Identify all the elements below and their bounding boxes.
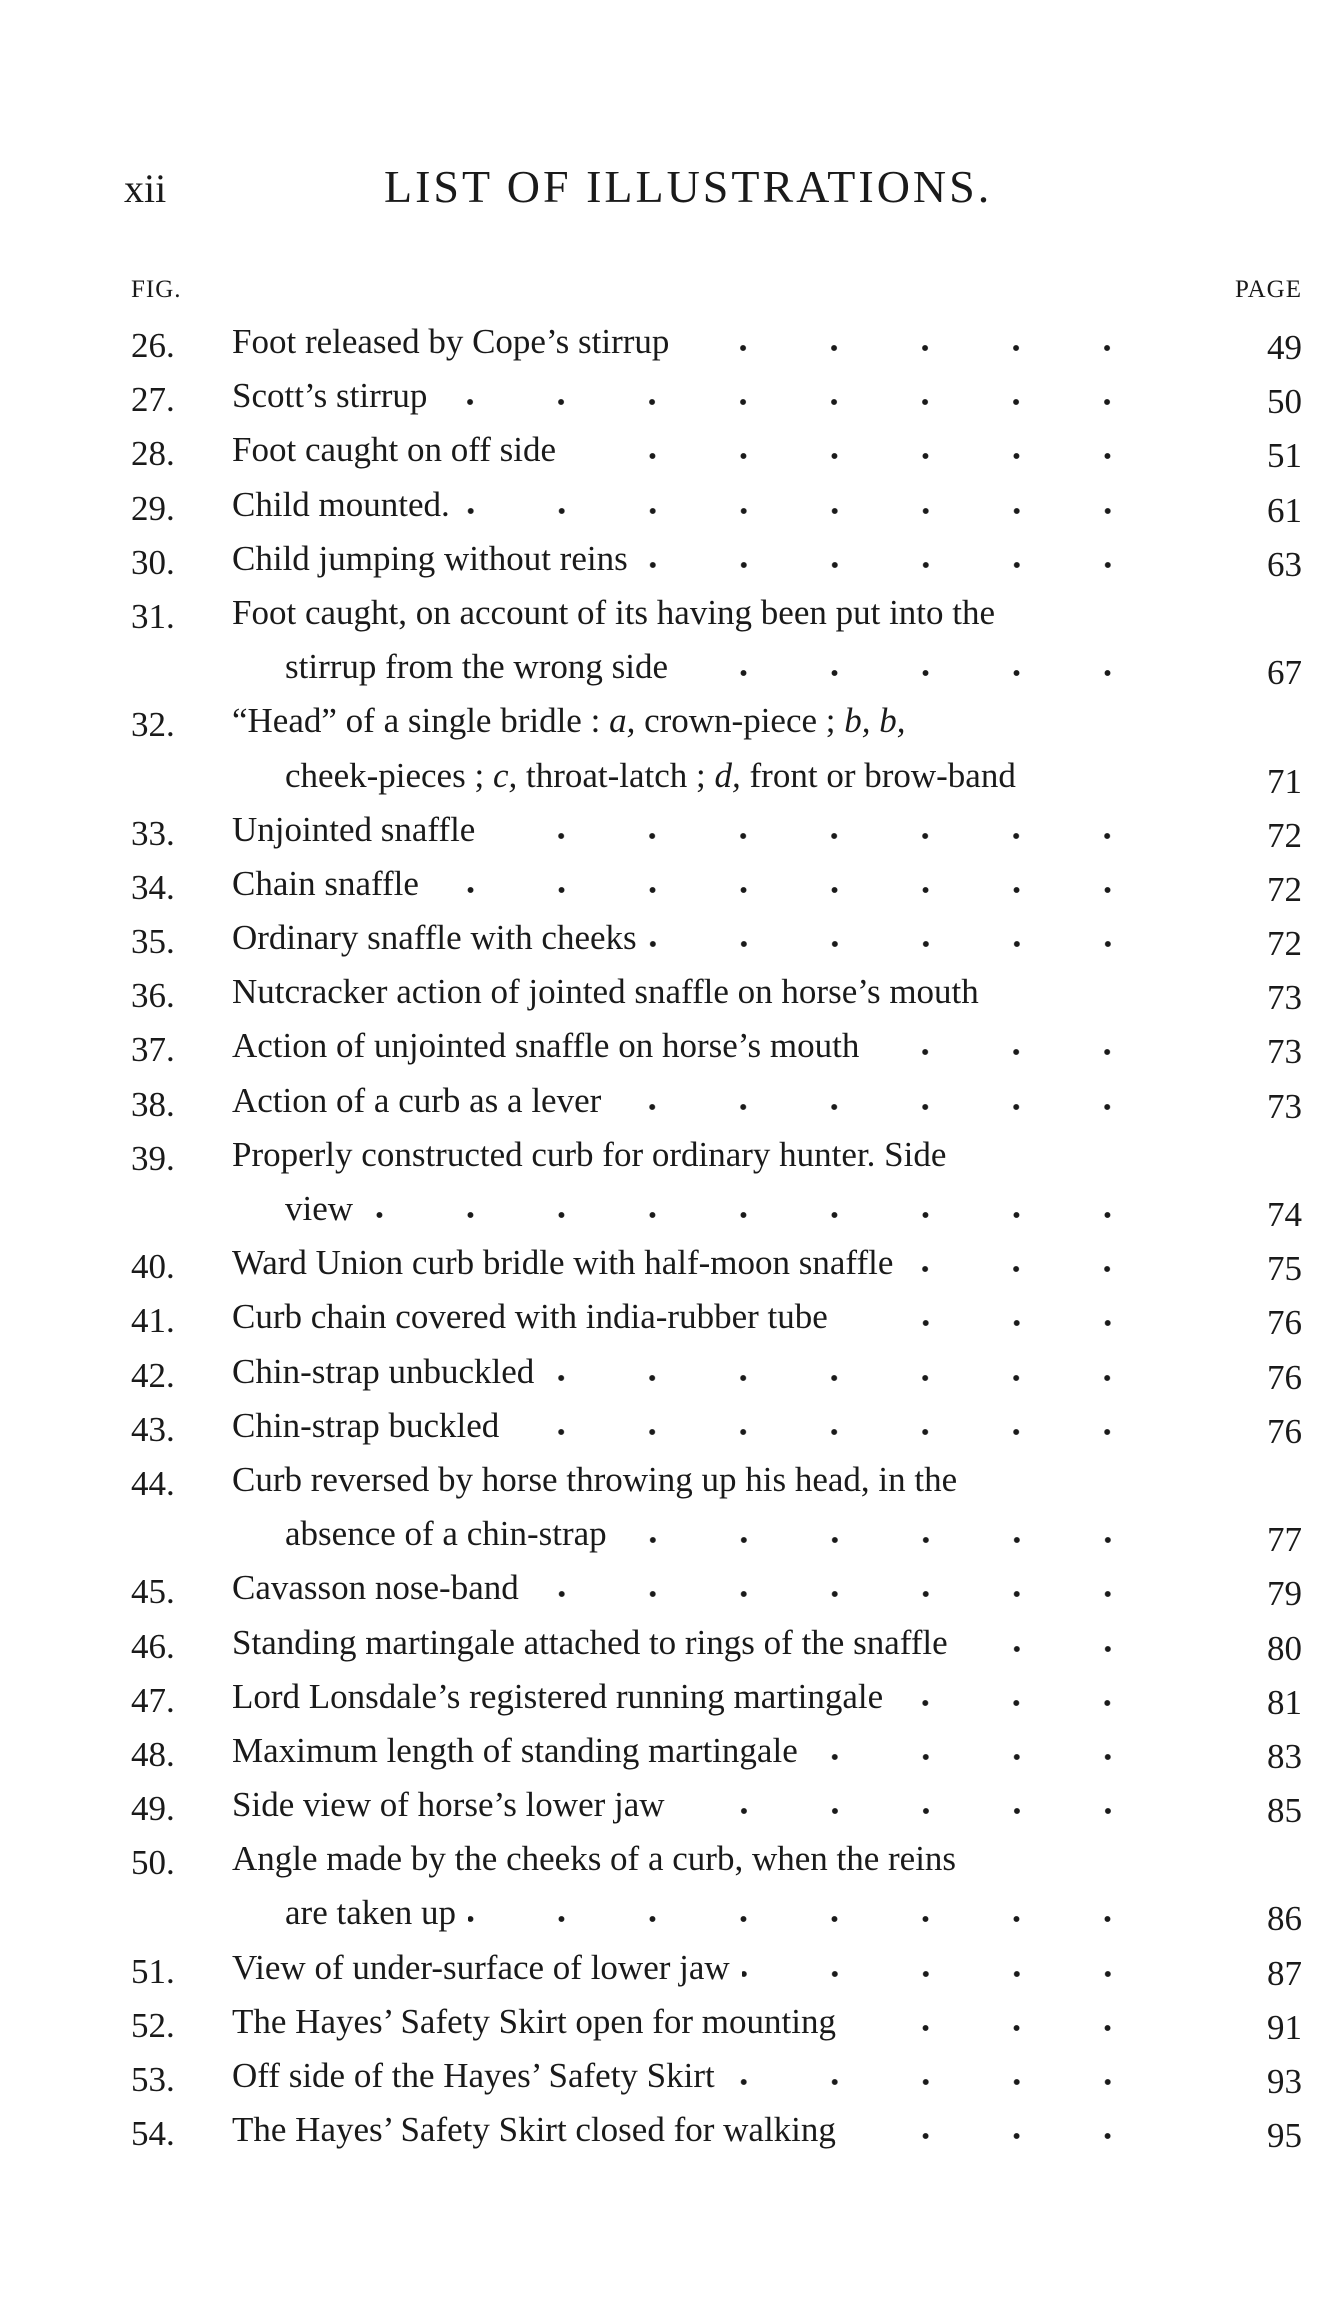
list-item [0,478,1339,532]
caption-segment: Curb chain covered with india-rubber tube [232,1297,828,1337]
page-number: 76 [1267,1303,1302,1343]
page-number: 67 [1267,653,1302,693]
leader-dots [727,2077,1153,2087]
caption-text [232,965,979,1019]
list-item [0,369,1339,423]
caption-segment: Side view of horse’s lower jaw [232,1785,665,1825]
figure-caption [232,1724,1153,1778]
caption-text [232,478,450,532]
figure-caption [232,1290,1153,1344]
caption-segment: Curb reversed by horse throwing up his head, in the [232,1459,958,1499]
leader-dots [895,1698,1153,1708]
leader-dots [546,1373,1153,1383]
figure-number: 37. [131,1030,175,1070]
caption-segment: Lord Lonsdale’s registered running martingale [232,1676,884,1716]
caption-segment: Foot released by Cope’s stirrup [232,322,670,361]
figure-caption [232,694,1153,748]
leader-dots [568,451,1153,461]
figure-caption [232,2049,1153,2103]
caption-text [232,911,637,965]
leader-dots [840,1318,1153,1328]
list-item [0,1724,1339,1778]
page-number: 81 [1267,1682,1302,1722]
figure-caption [232,1561,1153,1615]
caption-text [232,1832,956,1886]
caption-text [232,1453,957,1507]
list-item [0,2103,1339,2157]
list-item [0,1074,1339,1128]
list-item [0,1453,1339,1507]
list-item [0,911,1339,965]
leader-dots [905,1264,1153,1274]
page-number: 85 [1267,1791,1302,1831]
leader-dots [531,1589,1153,1599]
caption-segment: Unjointed snaffle [232,809,476,849]
figure-caption [232,1019,1153,1073]
list-item-continuation [0,749,1339,803]
caption-text [285,1886,456,1940]
page-number: 63 [1267,544,1302,584]
leader-dots [810,1752,1153,1762]
list-item [0,1832,1339,1886]
page-number: 93 [1267,2062,1302,2101]
figure-caption [232,1616,1153,1670]
caption-segment: Off side of the Hayes’ Safety Skirt [232,2056,715,2095]
caption-segment: Child jumping without reins [232,538,628,578]
page-number: 72 [1267,924,1302,964]
caption-text [285,1182,353,1236]
figure-caption [285,1182,1153,1236]
caption-text [232,2049,715,2103]
figure-caption [232,315,1153,369]
figure-caption [285,1507,1153,1561]
figure-number: 26. [131,326,175,365]
caption-segment: Ordinary snaffle with cheeks [232,918,637,958]
caption-text [285,749,1016,803]
figure-number: 42. [131,1355,175,1395]
caption-text [232,1290,828,1344]
page-number: 71 [1267,761,1302,801]
caption-text [285,1507,607,1561]
leader-dots [468,1914,1153,1924]
figure-caption [232,1670,1153,1724]
figure-number: 50. [131,1843,175,1883]
leader-dots [960,1644,1153,1654]
figure-number: 49. [131,1789,175,1829]
figure-number: 33. [131,813,175,853]
figure-caption [232,1236,1153,1290]
caption-italic-letter: c, [492,755,518,795]
figure-caption [232,1345,1153,1399]
list-item-continuation [0,1886,1339,1940]
caption-text [232,423,556,477]
page-number: 86 [1267,1899,1302,1939]
caption-segment: crown-piece ; [635,701,845,741]
caption-segment: Child mounted. [232,484,450,524]
caption-segment: Maximum length of standing martingale [232,1730,798,1770]
leader-dots [511,1427,1153,1437]
caption-segment: Action of unjointed snaffle on horse’s mouth [232,1026,860,1066]
figure-caption [232,911,1153,965]
page-number: 91 [1267,2007,1302,2047]
figure-number: 51. [131,1951,175,1991]
leader-dots [742,1969,1153,1979]
figure-caption [232,1995,1153,2049]
figure-caption [232,532,1153,586]
figure-caption [232,803,1153,857]
figure-number: 46. [131,1626,175,1666]
figure-number: 29. [131,488,175,528]
figure-number: 27. [131,380,175,420]
caption-segment: The Hayes’ Safety Skirt open for mounting [232,2001,836,2041]
figure-caption [232,2103,1153,2157]
leader-dots [677,1806,1153,1816]
page-number: 83 [1267,1736,1302,1776]
figure-caption [232,1778,1153,1832]
caption-segment: Chin-strap buckled [232,1405,500,1445]
figure-number: 43. [131,1409,175,1449]
figure-caption [232,1453,1153,1507]
figure-number: 52. [131,2005,175,2045]
caption-segment: Scott’s stirrup [232,376,428,416]
leader-dots [439,397,1153,407]
caption-text [232,532,628,586]
figure-number: 28. [131,434,175,474]
leader-dots [649,939,1153,949]
leader-dots [431,885,1153,895]
caption-segment: throat-latch ; [517,755,715,795]
caption-italic-letter: d, [714,755,741,795]
leader-dots [619,1535,1153,1545]
figure-caption [285,640,1153,694]
page-folio: xii [124,166,167,211]
leader-dots [680,668,1153,678]
figure-caption [285,1886,1153,1940]
caption-segment: Cavasson nose-band [232,1568,519,1608]
page-number: 73 [1267,978,1302,1018]
page-number: 76 [1267,1357,1302,1397]
figure-number: 30. [131,542,175,582]
caption-segment: front or brow-band [740,755,1016,795]
figure-number: 36. [131,976,175,1016]
caption-segment: Foot caught, on account of its having been put into the [232,592,996,632]
caption-text [232,586,995,640]
list-item [0,694,1339,748]
caption-text [232,2103,836,2157]
list-item [0,857,1339,911]
caption-segment: Angle made by the cheeks of a curb, when the reins [232,1839,957,1879]
page-number: 95 [1267,2116,1302,2156]
page-number: 75 [1267,1249,1302,1289]
caption-text [232,803,475,857]
list-item [0,1236,1339,1290]
list-item [0,1399,1339,1453]
caption-segment: The Hayes’ Safety Skirt closed for walking [232,2110,836,2150]
fig-column-header: FIG. [131,276,182,303]
page-number: 80 [1267,1628,1302,1668]
list-item [0,315,1339,369]
figure-number: 40. [131,1247,175,1287]
caption-segment: “Head” of a single bridle : [232,701,610,741]
caption-segment: cheek-pieces ; [285,755,493,795]
caption-text [232,857,419,911]
list-item [0,1345,1339,1399]
list-item [0,1670,1339,1724]
figure-caption [232,423,1153,477]
figure-number: 39. [131,1138,175,1178]
figure-caption [232,369,1153,423]
list-item [0,1128,1339,1182]
page-number: 72 [1267,869,1302,909]
caption-text [232,1399,499,1453]
caption-text [232,1724,798,1778]
figure-number: 35. [131,922,175,962]
figure-caption [232,1399,1153,1453]
caption-text [232,1616,948,1670]
caption-text [232,1778,665,1832]
caption-text [232,694,906,748]
figure-caption [232,1074,1153,1128]
figure-caption [232,965,1153,1019]
list-item [0,1019,1339,1073]
page-number: 87 [1267,1953,1302,1993]
page-number: 49 [1267,328,1302,367]
caption-text [232,1561,519,1615]
caption-segment: Chain snaffle [232,863,419,903]
list-item [0,1995,1339,2049]
caption-segment: Foot caught on off side [232,430,557,470]
figure-caption [232,478,1153,532]
figure-number: 48. [131,1734,175,1774]
page-column-header: PAGE [1235,276,1302,303]
caption-text [232,1345,534,1399]
page-number: 51 [1267,436,1302,476]
caption-segment: Properly constructed curb for ordinary hunter. Side [232,1134,947,1174]
figure-number: 53. [131,2060,175,2099]
list-item [0,1290,1339,1344]
illustrations-list [0,315,1339,2157]
list-item [0,1778,1339,1832]
caption-segment: Action of a curb as a lever [232,1080,602,1120]
figure-caption [285,749,1153,803]
page-number: 77 [1267,1520,1302,1560]
caption-segment: stirrup from the wrong side [285,647,668,687]
leader-dots [365,1210,1153,1220]
caption-text [232,1019,859,1073]
page-number: 76 [1267,1411,1302,1451]
caption-text [232,315,669,369]
caption-segment: Standing martingale attached to rings of the snaffle [232,1622,948,1662]
leader-dots [848,2023,1153,2033]
leader-dots [487,831,1153,841]
caption-segment: view [285,1189,354,1228]
figure-number: 38. [131,1084,175,1124]
caption-italic-letter: b, b, [844,701,906,741]
page-number: 61 [1267,490,1302,530]
caption-text [232,1670,883,1724]
caption-segment: Chin-strap unbuckled [232,1351,535,1391]
caption-segment: Nutcracker action of jointed snaffle on horse’s mouth [232,972,979,1012]
figure-caption [232,1128,1153,1182]
caption-segment: View of under-surface of lower jaw [232,1947,730,1987]
page-number: 79 [1267,1574,1302,1614]
caption-text [232,1941,730,1995]
caption-segment: are taken up [285,1893,457,1933]
figure-caption [232,1832,1153,1886]
caption-segment: Ward Union curb bridle with half-moon snaffle [232,1243,894,1283]
caption-italic-letter: a, [609,701,636,741]
list-item [0,586,1339,640]
figure-caption [232,1941,1153,1995]
figure-number: 31. [131,596,175,636]
figure-number: 47. [131,1680,175,1720]
page-title: LIST OF ILLUSTRATIONS. [384,161,993,212]
list-item [0,803,1339,857]
caption-text [285,640,668,694]
list-item [0,965,1339,1019]
caption-text [232,369,427,423]
page-number: 72 [1267,815,1302,855]
list-item [0,1561,1339,1615]
figure-number: 44. [131,1463,175,1503]
list-item [0,1616,1339,1670]
leader-dots [681,343,1153,353]
page-number: 74 [1267,1195,1302,1234]
list-item [0,2049,1339,2103]
figure-number: 54. [131,2114,175,2154]
figure-number: 34. [131,867,175,907]
leader-dots [871,1047,1153,1057]
caption-text [232,1995,836,2049]
figure-number: 41. [131,1301,175,1341]
leader-dots [848,2131,1153,2141]
leader-dots [640,560,1153,570]
caption-text [232,1128,946,1182]
page-number: 73 [1267,1086,1302,1126]
list-item [0,532,1339,586]
figure-number: 32. [131,705,175,745]
list-item-continuation [0,1182,1339,1236]
list-item-continuation [0,640,1339,694]
figure-caption [232,857,1153,911]
list-item [0,1941,1339,1995]
page-number: 73 [1267,1032,1302,1072]
list-item [0,423,1339,477]
list-item-continuation [0,1507,1339,1561]
leader-dots [613,1102,1153,1112]
page-number: 50 [1267,382,1302,422]
figure-caption [232,586,1153,640]
caption-segment: absence of a chin-strap [285,1514,607,1554]
caption-text [232,1236,893,1290]
leader-dots [462,506,1153,516]
caption-text [232,1074,601,1128]
figure-number: 45. [131,1572,175,1612]
